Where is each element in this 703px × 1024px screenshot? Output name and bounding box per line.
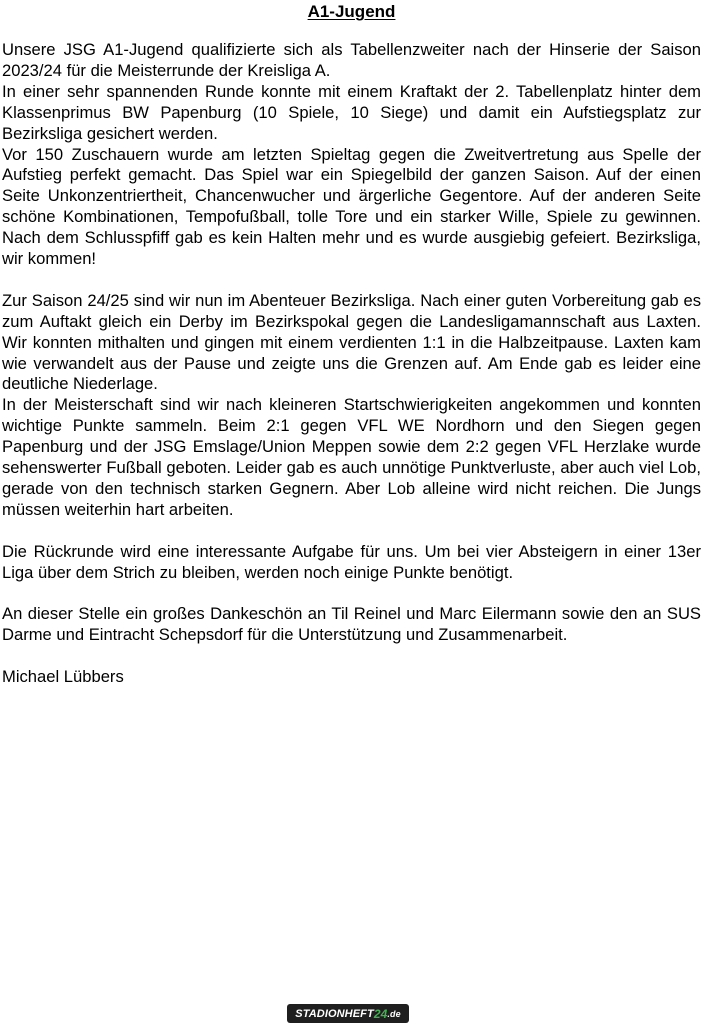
paragraph-gap: [2, 584, 701, 605]
paragraph-championship: In der Meisterschaft sind wir nach kleineren Startschwierigkeiten angekommen und konnten wichtige Punkte sammeln. Beim 2:1 gegen VFL WE Nordhorn und den Siegen gegen Papenburg und der JSG Emslage/Union Meppen sowie dem 2:2 gegen VFL Herzlake wurde sehenswerter Fußball geboten. Leider gab es auch unnötige Punktverluste, aber auch viel Lob, gerade von den technisch starken Gegnern. Aber Lob alleine wird nicht reichen. Die Jungs müssen weiterhin hart arbeiten.: [2, 395, 701, 519]
author-signature: Michael Lübbers: [2, 667, 124, 687]
logo-text-tld: .de: [387, 1009, 401, 1019]
paragraph-promotion: Vor 150 Zuschauern wurde am letzten Spieltag gegen die Zweitvertretung aus Spelle der Aufstieg perfekt gemacht. Das Spiel war ein Spiegelbild der ganzen Saison. Auf der einen Seite Unkonzentriertheit, Chancenwucher und ärgerliche Gegentore. Auf der anderen Seite schöne Kombinationen, Tempofußball, tolle Tore und ein starker Wille, Spiele zu gewinnen. Nach dem Schlusspfiff gab es kein Halten mehr und es wurde ausgiebig gefeiert. Bezirksliga, wir kommen!: [2, 144, 701, 269]
paragraph-new-season: Zur Saison 24/25 sind wir nun im Abenteuer Bezirksliga. Nach einer guten Vorbereitung gab es zum Auftakt gleich ein Derby im Bezirkspokal gegen die Landesligamannschaft aus Laxten. Wir konnten mithalten und gingen mit einem verdienten 1:1 in die Halbzeitpause. Laxten kam wie verwandelt aus der Pause und zeigte uns die Grenzen auf. Am Ende gab es leider eine deutliche Niederlage.: [2, 290, 701, 394]
paragraph-gap: [2, 270, 701, 291]
stadionheft-logo[interactable]: [287, 1004, 409, 1023]
logo-text-main: STADIONHEFT: [295, 1008, 374, 1020]
paragraph-season-run: In einer sehr spannenden Runde konnte mit einem Kraftakt der 2. Tabellenplatz hinter dem Klassenprimus BW Papenburg (10 Spiele, 10 Siege) und damit ein Aufstiegsplatz zur Bezirksliga gesichert werden.: [2, 81, 701, 143]
page-title: A1-Jugend: [307, 2, 396, 21]
logo-text-number: 24: [373, 1007, 388, 1021]
article-body: [2, 40, 701, 688]
paragraph-thanks: An dieser Stelle ein großes Dankeschön an Til Reinel und Marc Eilermann sowie den an SUS Darme und Eintracht Schepsdorf für die Unterstützung und Zusammenarbeit.: [2, 604, 701, 645]
paragraph-intro: Unsere JSG A1-Jugend qualifizierte sich als Tabellenzweiter nach der Hinserie der Saison 2023/24 für die Meisterrunde der Kreisliga A.: [2, 40, 701, 80]
paragraph-gap: [2, 646, 701, 667]
paragraph-gap: [2, 521, 701, 542]
paragraph-second-half: Die Rückrunde wird eine interessante Aufgabe für uns. Um bei vier Absteigern in einer 13er Liga über dem Strich zu bleiben, werden noch einige Punkte benötigt.: [2, 541, 701, 582]
